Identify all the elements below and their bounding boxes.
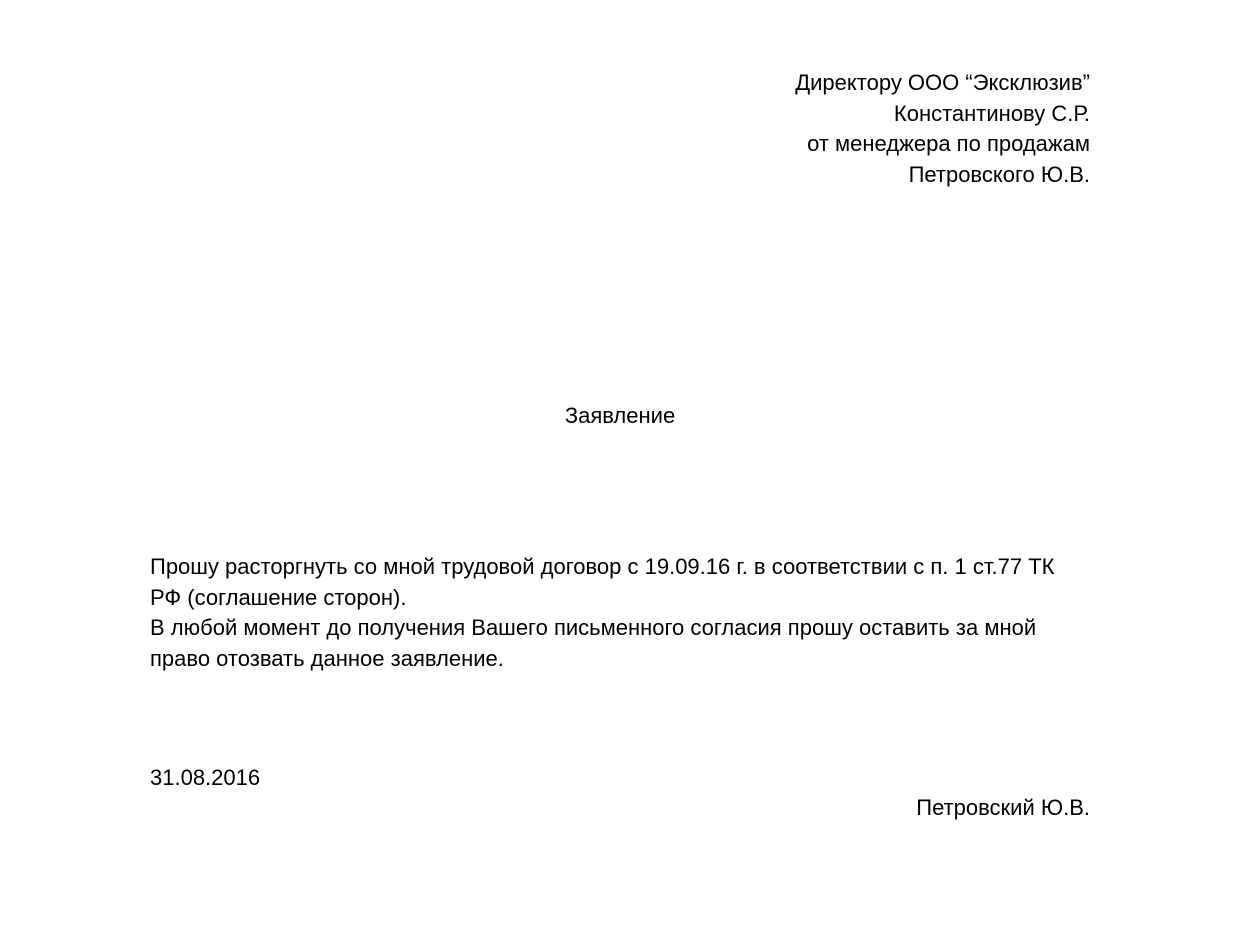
addressee-line-sender: Петровского Ю.В. — [908, 161, 1090, 187]
addressee-line-director: Директору ООО “Эксклюзив” — [795, 70, 1090, 95]
body-paragraph-revocation: В любой момент до получения Вашего письменного согласия прошу оставить за мной право отозвать данное заявление. — [150, 615, 1037, 671]
addressee-line-from: от менеджера по продажам — [807, 131, 1090, 156]
document-title: Заявление — [564, 403, 676, 428]
document-body — [150, 552, 1090, 674]
body-paragraph-request: Прошу расторгнуть со мной трудовой договор с 19.09.16 г. в соответствии с п. 1 ст.77 ТК РФ (соглашение сторон). — [150, 554, 1055, 610]
addressee-line-name: Константинову С.Р. — [893, 100, 1090, 126]
document-date: 31.08.2016 — [150, 765, 261, 790]
addressee-block — [570, 68, 1090, 190]
signature-name: Петровский Ю.В. — [916, 795, 1090, 820]
